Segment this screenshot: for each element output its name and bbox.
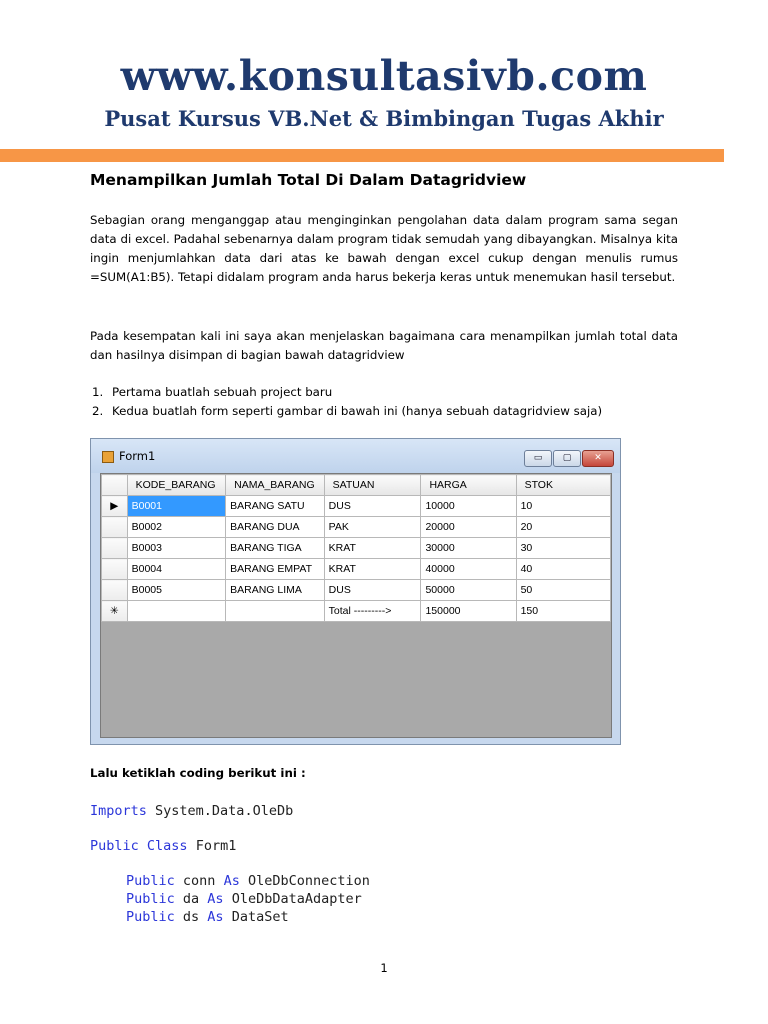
row-header[interactable] <box>102 538 128 559</box>
table-cell[interactable]: BARANG LIMA <box>226 580 325 601</box>
code-text: System.Data.OleDb <box>146 803 294 819</box>
table-cell[interactable]: 40000 <box>421 559 516 580</box>
table-cell[interactable] <box>226 601 325 622</box>
maximize-button[interactable]: ▢ <box>553 450 581 467</box>
window-title: Form1 <box>119 449 156 463</box>
code-keyword: As <box>207 891 224 907</box>
total-stok-cell[interactable]: 150 <box>516 601 610 622</box>
code-text: OleDbConnection <box>239 873 370 889</box>
header-row <box>102 475 611 496</box>
table-row <box>102 559 611 580</box>
new-row-asterisk-icon[interactable]: ✳ <box>102 601 128 622</box>
table-row <box>102 601 611 622</box>
page-number: 1 <box>380 961 388 975</box>
table-cell[interactable]: 50000 <box>421 580 516 601</box>
step-text: Pertama buatlah sebuah project baru <box>112 385 333 399</box>
site-title: www.konsultasivb.com <box>120 52 648 100</box>
column-header[interactable]: KODE_BARANG <box>127 475 226 496</box>
table-row <box>102 517 611 538</box>
table-cell[interactable]: 20 <box>516 517 610 538</box>
code-text: ds <box>174 909 208 925</box>
table-cell[interactable]: KRAT <box>324 538 421 559</box>
form1-window-screenshot <box>90 438 621 745</box>
list-item <box>92 383 602 402</box>
close-button[interactable]: ✕ <box>582 450 614 467</box>
code-line <box>126 873 370 889</box>
data-grid-table <box>101 474 611 622</box>
row-header[interactable] <box>102 580 128 601</box>
table-cell[interactable]: PAK <box>324 517 421 538</box>
code-keyword: As <box>223 873 240 889</box>
datagridview[interactable] <box>100 473 612 738</box>
minimize-button[interactable]: ▭ <box>524 450 552 467</box>
article-title: Menampilkan Jumlah Total Di Dalam Datagridview <box>90 171 527 189</box>
row-header[interactable] <box>102 559 128 580</box>
list-item <box>92 402 602 421</box>
table-cell[interactable]: BARANG EMPAT <box>226 559 325 580</box>
code-line <box>90 838 236 854</box>
table-cell[interactable]: DUS <box>324 580 421 601</box>
total-label-cell[interactable]: Total ---------> <box>324 601 421 622</box>
table-cell[interactable]: B0004 <box>127 559 226 580</box>
step-number: 2. <box>92 404 104 418</box>
site-subtitle: Pusat Kursus VB.Net & Bimbingan Tugas Akhir <box>104 106 664 131</box>
table-cell[interactable]: B0005 <box>127 580 226 601</box>
second-paragraph: Pada kesempatan kali ini saya akan menjelaskan bagaimana cara menampilkan jumlah total data dan hasilnya disimpan di bagian bawah datagridview <box>90 329 678 362</box>
form-icon <box>102 451 114 463</box>
total-harga-cell[interactable]: 150000 <box>421 601 516 622</box>
code-keyword: Public <box>126 909 175 925</box>
code-keyword: Public <box>126 891 175 907</box>
row-header[interactable] <box>102 517 128 538</box>
code-line <box>90 803 293 819</box>
table-cell[interactable]: 20000 <box>421 517 516 538</box>
code-keyword: Imports <box>90 803 147 819</box>
code-text: OleDbDataAdapter <box>223 891 362 907</box>
window-titlebar <box>91 439 620 473</box>
code-text: da <box>174 891 208 907</box>
table-cell[interactable]: B0001 <box>127 496 226 517</box>
code-keyword: Public <box>126 873 175 889</box>
table-cell[interactable]: DUS <box>324 496 421 517</box>
code-keyword: Public <box>90 838 139 854</box>
table-cell[interactable]: 30 <box>516 538 610 559</box>
column-header[interactable]: SATUAN <box>324 475 421 496</box>
steps-list <box>92 383 602 421</box>
table-cell[interactable]: 40 <box>516 559 610 580</box>
table-cell[interactable]: BARANG TIGA <box>226 538 325 559</box>
table-cell[interactable]: 10000 <box>421 496 516 517</box>
code-text: conn <box>174 873 224 889</box>
code-text: DataSet <box>223 909 289 925</box>
code-text: Form1 <box>187 838 237 854</box>
table-cell[interactable]: 50 <box>516 580 610 601</box>
header-divider-bar <box>0 149 724 162</box>
table-cell[interactable]: KRAT <box>324 559 421 580</box>
table-cell[interactable]: B0002 <box>127 517 226 538</box>
table-row <box>102 538 611 559</box>
code-line <box>126 909 289 925</box>
table-cell[interactable]: 10 <box>516 496 610 517</box>
code-keyword: Class <box>146 838 188 854</box>
table-cell[interactable]: BARANG SATU <box>226 496 325 517</box>
code-keyword: As <box>207 909 224 925</box>
step-number: 1. <box>92 385 104 399</box>
column-header[interactable]: HARGA <box>421 475 516 496</box>
code-line <box>126 891 362 907</box>
table-cell[interactable]: 30000 <box>421 538 516 559</box>
current-row-marker-icon[interactable]: ▶ <box>102 496 128 517</box>
table-row <box>102 496 611 517</box>
column-header[interactable]: STOK <box>516 475 610 496</box>
table-cell[interactable] <box>127 601 226 622</box>
table-row <box>102 580 611 601</box>
code-lead-in: Lalu ketiklah coding berikut ini : <box>90 766 306 780</box>
step-text: Kedua buatlah form seperti gambar di bawah ini (hanya sebuah datagridview saja) <box>112 404 603 418</box>
column-header[interactable]: NAMA_BARANG <box>226 475 325 496</box>
intro-paragraph: Sebagian orang menganggap atau menginginkan pengolahan data dalam program sama segan data di excel. Padahal sebenarnya dalam program tidak semudah yang dibayangkan. Misalnya kita ingin menjumlahkan data dari atas ke bawah dengan excel cukup dengan menulis rumus =SUM(A1:B5). Tetapi didalam program anda harus bekerja keras untuk menemukan hasil tersebut. <box>90 213 678 284</box>
table-cell[interactable]: B0003 <box>127 538 226 559</box>
row-header-corner <box>102 475 128 496</box>
table-cell[interactable]: BARANG DUA <box>226 517 325 538</box>
